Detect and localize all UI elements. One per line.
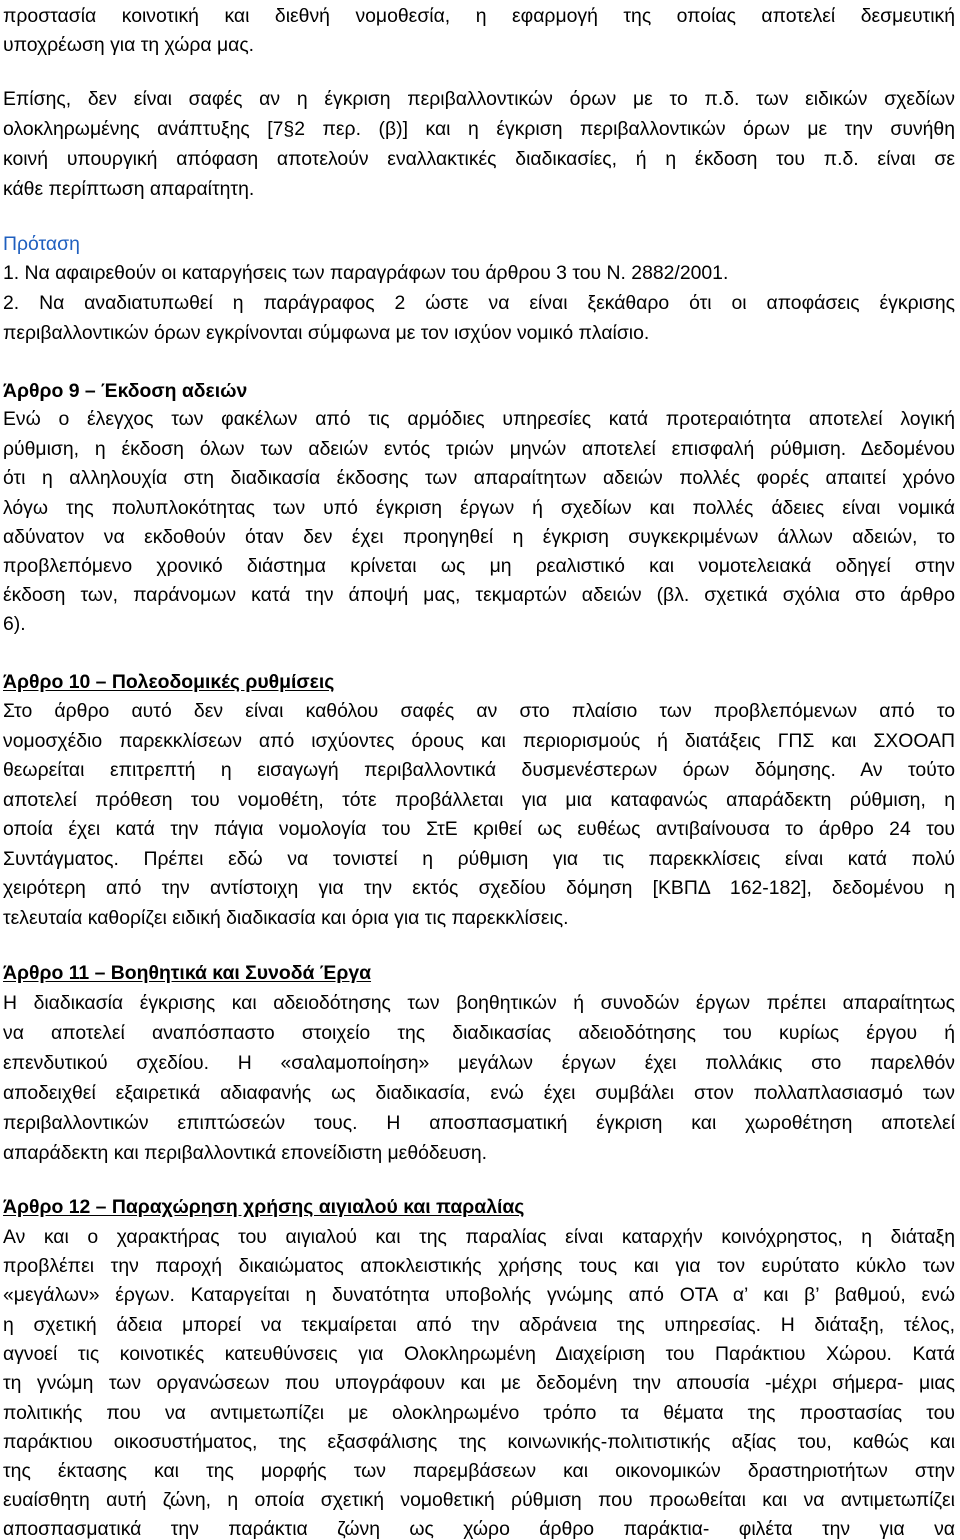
text-line: έκδοση των, παράνομων κατά την άποψή μας, τεκμαρτών αδειών (βλ. σχετικά σχόλια στο άρθρο — [3, 584, 955, 606]
text-line: θεωρείται επιτρεπτή η εισαγωγή περιβαλλοντικά δυσμενέστερων όρων δόμησης. Αν τούτο — [3, 759, 955, 781]
text-line: ολοκληρωμένης ανάπτυξης [7§2 περ. (β)] και η έγκριση περιβαλλοντικών όρων με την συνήθη — [3, 118, 955, 140]
text-line: απαράδεκτη και περιβαλλοντικά επονείδιστη μεθόδευση. — [3, 1142, 488, 1164]
document-page — [3, 0, 955, 1540]
proposal-item: 1. Να αφαιρεθούν οι καταργήσεις των παραγράφων του άρθρου 3 του Ν. 2882/2001. — [3, 262, 729, 284]
text-line: περιβαλλοντικών επιπτώσεών τους. Η αποσπασματική έγκριση και χωροθέτηση αποτελεί — [3, 1112, 955, 1134]
text-line: «μεγάλων» έργων. Καταργείται η δυνατότητα υποβολής γνώμης από ΟΤΑ α’ και β’ βαθμού, ενώ — [3, 1284, 955, 1306]
text-line: προβλέπει την παροχή δικαιώματος αποκλειστικής χρήσης τους και για τον ευρύτατο κύκλο των — [3, 1255, 955, 1277]
text-line: ρύθμιση, η έκδοση όλων των αδειών εντός τριών μηνών αποτελεί επισφαλή ρύθμιση. Δεδομένου — [3, 438, 955, 460]
text-line: Στο άρθρο αυτό δεν είναι καθόλου σαφές αν στο πλαίσιο των προβλεπόμενων από το — [3, 700, 955, 722]
text-line: κοινή υπουργική απόφαση αποτελούν εναλλακτικές διαδικασίες, ή η έκδοση του π.δ. είναι σε — [3, 148, 955, 170]
text-line: κάθε περίπτωση απαραίτητη. — [3, 178, 255, 200]
article-9-heading: Άρθρο 9 – Έκδοση αδειών — [3, 380, 248, 402]
text-line: αποσπασματικά την παράκτια ζώνη ως χώρο άρθρο παράκτια- φιλέτα την για να — [3, 1518, 955, 1540]
article-12-heading: Άρθρο 12 – Παραχώρηση χρήσης αιγιαλού και παραλίας — [3, 1196, 525, 1218]
article-11-heading: Άρθρο 11 – Βοηθητικά και Συνοδά Έργα — [3, 962, 372, 984]
text-line: η σχετική άδεια μπορεί να τεκμαίρεται από την αδράνεια της υπηρεσίας. Η διάταξη, τέλος, — [3, 1314, 955, 1336]
text-line: οποία έχει κατά την πάγια νομολογία του ΣτΕ κριθεί ως ευθέως αντιβαίνουσα το άρθρο 24 του — [3, 818, 955, 840]
text-line: λόγω της πολυπλοκότητας των υπό έγκριση έργων ή σχεδίων και πολλές άδειες είναι νομικά — [3, 497, 955, 519]
text-line: τη γνώμη των οργανώσεων που υπογράφουν και με δεδομένη την απουσία -μέχρι σήμερα- μιας — [3, 1372, 955, 1394]
text-line: 6). — [3, 613, 26, 635]
text-line: Ενώ ο έλεγχος των φακέλων από τις αρμόδιες υπηρεσίες κατά προτεραιότητα αποτελεί λογική — [3, 408, 955, 430]
text-line: τελευταία καθορίζει ειδική διαδικασία και όρια για τις παρεκκλίσεις. — [3, 907, 569, 929]
text-line: αποδειχθεί εξαιρετικά αδιαφανής ως διαδικασία, ενώ έχει συμβάλει στον πολλαπλασιασμό των — [3, 1082, 955, 1104]
text-line: Η διαδικασία έγκρισης και αδειοδότησης των βοηθητικών ή συνοδών έργων πρέπει απαραίτητως — [3, 992, 955, 1014]
text-line: αποτελεί πρόθεση του νομοθέτη, τότε προβάλλεται για μια καταφανώς απαράδεκτη ρύθμιση, η — [3, 789, 955, 811]
text-line: περιβαλλοντικών όρων εγκρίνονται σύμφωνα με τον ισχύον νομικό πλαίσιο. — [3, 322, 650, 344]
article-10-heading: Άρθρο 10 – Πολεοδομικές ρυθμίσεις — [3, 671, 335, 693]
text-line: Αν και ο χαρακτήρας του αιγιαλού και της παραλίας είναι καταρχήν κοινόχρηστος, η διάταξη — [3, 1226, 955, 1248]
text-line: αδύνατον να εκδοθούν όταν δεν έχει προηγηθεί η έγκριση συγκεκριμένων άλλων αδειών, το — [3, 526, 955, 548]
proposal-label: Πρόταση — [3, 233, 80, 255]
text-line: νομοσχέδιο παρεκκλίσεων από ισχύοντες όρους και περιορισμούς ή διατάξεις ΓΠΣ και ΣΧΟΟΑΠ — [3, 730, 955, 752]
text-line: επενδυτικού σχεδίου. Η «σαλαμοποίηση» μεγάλων έργων έχει πολλάκις στο παρελθόν — [3, 1052, 955, 1074]
text-line: να αποτελεί αναπόσπαστο στοιχείο της διαδικασίας αδειοδότησης του κυρίως έργου ή — [3, 1022, 955, 1044]
text-line: προβλεπόμενο χρονικό διάστημα κρίνεται ως μη ρεαλιστικό και νομοτελειακά οδηγεί στην — [3, 555, 955, 577]
text-line: χειρότερη από την αντίστοιχη για την εκτός σχεδίου δόμηση [ΚΒΠΔ 162-182], δεδομένου η — [3, 877, 955, 899]
text-line: ότι η αλληλουχία στη διαδικασία έκδοσης των απαραίτητων αδειών πολλές φορές απαιτεί χρόνο — [3, 467, 955, 489]
text-line: υποχρέωση για τη χώρα μας. — [3, 34, 255, 56]
text-line: Συντάγματος. Πρέπει εδώ να τονιστεί η ρύθμιση για τις παρεκκλίσεις είναι κατά πολύ — [3, 848, 955, 870]
text-line: της έκτασης και της μορφής των παρεμβάσεων και οικονομικών δραστηριοτήτων στην — [3, 1460, 955, 1482]
proposal-item: 2. Να αναδιατυπωθεί η παράγραφος 2 ώστε να είναι ξεκάθαρο ότι οι αποφάσεις έγκρισης — [3, 292, 955, 314]
text-line: παράκτιου οικοσυστήματος, της εξασφάλισης της κοινωνικής-πολιτιστικής αξίας του, καθώς και — [3, 1431, 955, 1453]
text-line: προστασία κοινοτική και διεθνή νομοθεσία, η εφαρμογή της οποίας αποτελεί δεσμευτική — [3, 5, 955, 27]
text-line: Επίσης, δεν είναι σαφές αν η έγκριση περιβαλλοντικών όρων με το π.δ. των ειδικών σχεδίων — [3, 88, 955, 110]
text-line: αγνοεί τις κοινοτικές κατευθύνσεις για Ολοκληρωμένη Διαχείριση του Παράκτιου Χώρου. Κατά — [3, 1343, 955, 1365]
text-line: πολιτικής που να αντιμετωπίζει με ολοκληρωμένο τρόπο τα θέματα της προστασίας του — [3, 1402, 955, 1424]
text-line: ευαίσθητη αυτή ζώνη, η οποία σχετική νομοθετική ρύθμιση που προωθείται και να αντιμετωπίζει — [3, 1489, 955, 1511]
